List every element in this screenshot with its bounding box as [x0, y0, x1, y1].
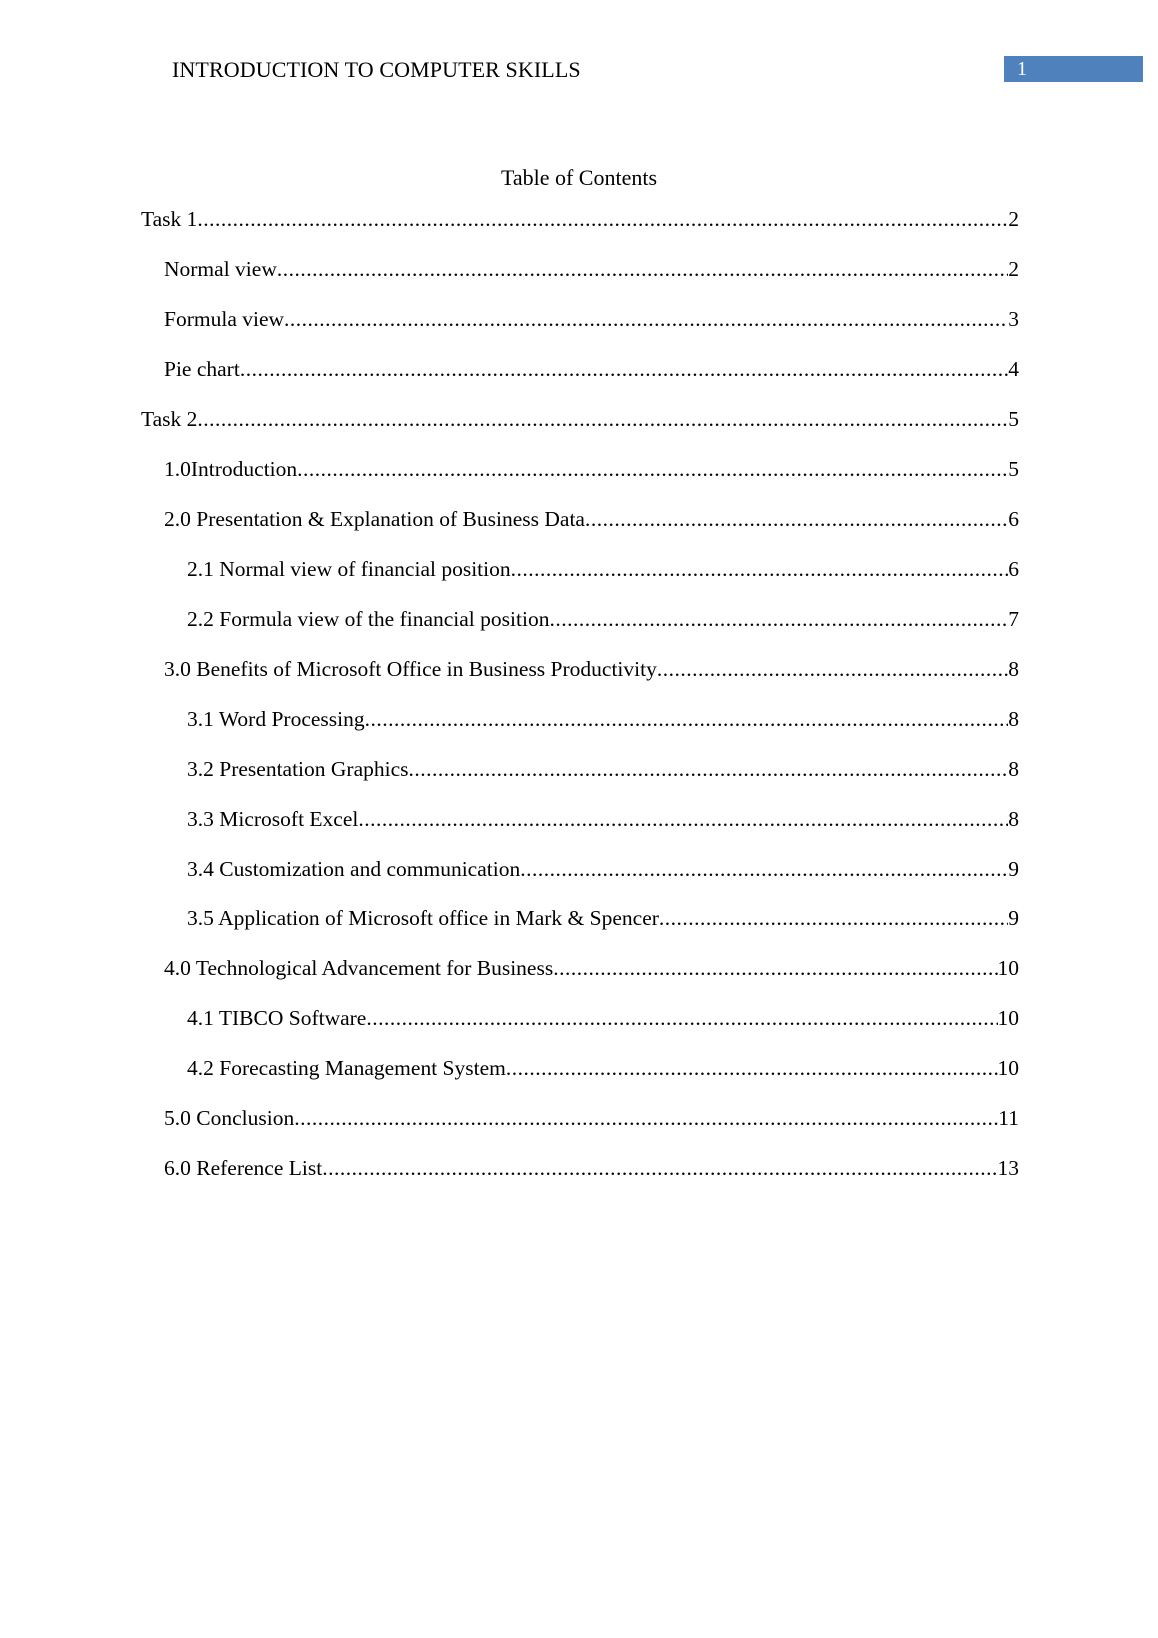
toc-entry-label: 4.0 Technological Advancement for Business	[164, 956, 554, 980]
toc-entry-label: 2.0 Presentation & Explanation of Business Data	[164, 507, 585, 531]
toc-entry[interactable]	[187, 555, 1019, 583]
toc-entry[interactable]	[141, 205, 1019, 233]
toc-entry[interactable]	[141, 405, 1019, 433]
toc-entry-page: 11	[998, 1106, 1019, 1130]
toc-entry-label: Pie chart	[164, 357, 240, 381]
toc-entry-page: 7	[1008, 607, 1019, 631]
toc-entry-label: 3.2 Presentation Graphics	[187, 757, 409, 781]
toc-entry-label: 3.4 Customization and communication	[187, 857, 521, 881]
toc-leader-dots	[553, 954, 997, 982]
toc-entry-label: 3.5 Application of Microsoft office in Mark & Spencer	[187, 906, 659, 930]
page-number-badge: 1	[1004, 56, 1143, 82]
toc-entry[interactable]	[164, 505, 1019, 533]
toc-entry[interactable]	[164, 355, 1019, 383]
toc-leader-dots	[294, 1104, 998, 1132]
toc-leader-dots	[549, 605, 1008, 633]
toc-entry[interactable]	[187, 705, 1019, 733]
toc-entry-page: 9	[1008, 906, 1019, 930]
toc-leader-dots	[506, 1054, 998, 1082]
toc-leader-dots	[366, 1004, 997, 1032]
toc-entry-label: 3.3 Microsoft Excel	[187, 807, 359, 831]
toc-entry-label: Task 2	[141, 407, 198, 431]
toc-entry-page: 6	[1008, 557, 1019, 581]
toc-entry[interactable]	[187, 805, 1019, 833]
toc-entry-page: 3	[1008, 307, 1019, 331]
toc-entry-page: 2	[1008, 207, 1019, 231]
toc-entry-page: 10	[997, 1006, 1019, 1030]
toc-entry[interactable]	[187, 755, 1019, 783]
toc-entry-label: 5.0 Conclusion	[164, 1106, 295, 1130]
toc-entry-page: 13	[997, 1156, 1019, 1180]
toc-entry[interactable]	[187, 855, 1019, 883]
toc-entry[interactable]	[164, 255, 1019, 283]
toc-entry[interactable]	[187, 1004, 1019, 1032]
toc-entry-label: 4.1 TIBCO Software	[187, 1006, 367, 1030]
toc-leader-dots	[358, 805, 1008, 833]
toc-leader-dots	[297, 455, 1008, 483]
toc-leader-dots	[511, 555, 1009, 583]
toc-entry[interactable]	[164, 954, 1019, 982]
toc-entry-page: 5	[1008, 457, 1019, 481]
toc-leader-dots	[197, 205, 1008, 233]
toc-entry-page: 10	[997, 956, 1019, 980]
toc-leader-dots	[365, 705, 1009, 733]
toc-leader-dots	[657, 655, 1008, 683]
toc-leader-dots	[409, 755, 1009, 783]
toc-entry[interactable]	[187, 904, 1019, 932]
toc-entry[interactable]	[164, 1104, 1019, 1132]
toc-title: Table of Contents	[500, 165, 658, 190]
toc-entry-label: Formula view	[164, 307, 285, 331]
toc-leader-dots	[520, 855, 1008, 883]
toc-entry-page: 8	[1008, 657, 1019, 681]
toc-entry-label: 2.2 Formula view of the financial position	[187, 607, 550, 631]
toc-entry[interactable]	[187, 1054, 1019, 1082]
toc-entry[interactable]	[164, 305, 1019, 333]
toc-entry-label: 2.1 Normal view of financial position	[187, 557, 511, 581]
toc-entry-page: 9	[1008, 857, 1019, 881]
toc-entry[interactable]	[187, 605, 1019, 633]
toc-entry-page: 6	[1008, 507, 1019, 531]
toc-leader-dots	[240, 355, 1008, 383]
toc-entry[interactable]	[164, 1154, 1019, 1182]
toc-entry[interactable]	[164, 455, 1019, 483]
toc-leader-dots	[322, 1154, 997, 1182]
toc-entry-page: 4	[1008, 357, 1019, 381]
toc-entry-label: Normal view	[164, 257, 277, 281]
toc-entry-label: Task 1	[141, 207, 198, 231]
toc-leader-dots	[284, 305, 1008, 333]
toc-entry-label: 4.2 Forecasting Management System	[187, 1056, 506, 1080]
toc-leader-dots	[585, 505, 1008, 533]
toc-entry-label: 1.0Introduction	[164, 457, 298, 481]
toc-entry-page: 8	[1008, 757, 1019, 781]
toc-entry-label: 3.1 Word Processing	[187, 707, 365, 731]
running-head-title: INTRODUCTION TO COMPUTER SKILLS	[172, 57, 581, 82]
toc-leader-dots	[197, 405, 1008, 433]
toc-entry-page: 8	[1008, 807, 1019, 831]
toc-entry-label: 3.0 Benefits of Microsoft Office in Business Productivity	[164, 657, 657, 681]
toc-leader-dots	[277, 255, 1008, 283]
toc-entry-page: 10	[997, 1056, 1019, 1080]
toc-entry-page: 2	[1008, 257, 1019, 281]
toc-entry[interactable]	[164, 655, 1019, 683]
toc-entry-page: 8	[1008, 707, 1019, 731]
toc-entry-page: 5	[1008, 407, 1019, 431]
toc-leader-dots	[659, 904, 1008, 932]
toc-entry-label: 6.0 Reference List	[164, 1156, 323, 1180]
